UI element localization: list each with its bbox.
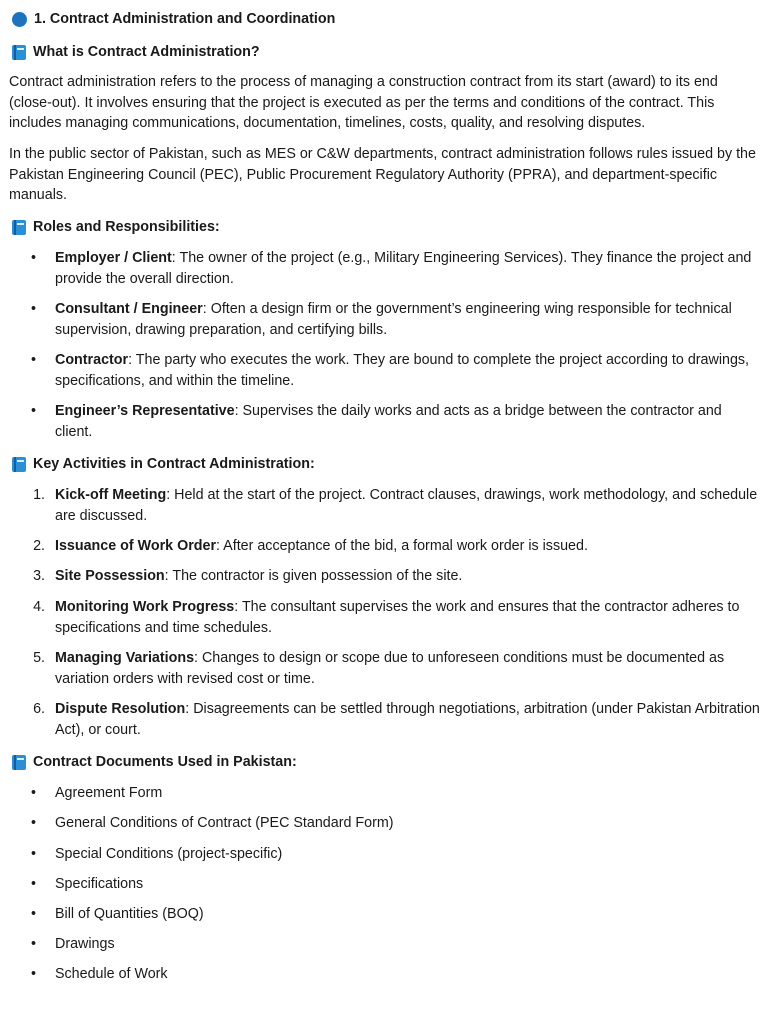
list-item: • Special Conditions (project-specific) — [31, 846, 283, 862]
roles-heading — [9, 217, 220, 238]
activities-heading-text: Key Activities in Contract Administration: — [33, 456, 315, 472]
roles-heading-text: Roles and Responsibilities: — [33, 219, 220, 235]
blue-book-icon — [12, 457, 26, 472]
list-item: • General Conditions of Contract (PEC Standard Form) — [31, 815, 394, 831]
role-term: Employer / Client — [55, 250, 172, 266]
role-text: : Often a design firm or the government’s engineering wing responsible for technical supervision, drawing preparation, and certifying bills. — [55, 301, 732, 338]
documents-heading-text: Contract Documents Used in Pakistan: — [33, 754, 297, 770]
blue-book-icon — [12, 45, 26, 60]
what-heading-text: What is Contract Administration? — [33, 44, 260, 60]
role-term: Contractor — [55, 352, 129, 368]
list-item: • Drawings — [31, 936, 115, 952]
list-item: • Employer / Client: The owner of the project (e.g., Military Engineering Services). They finance the project and provide the overall direction. — [31, 250, 752, 287]
list-item: • Contractor: The party who executes the work. They are bound to complete the project according to drawings, specifications, and within the timeline. — [31, 352, 750, 389]
what-heading — [9, 42, 260, 63]
role-term: Engineer’s Representative — [55, 403, 235, 419]
document-item: Drawings — [55, 936, 115, 952]
activity-term: Dispute Resolution — [55, 701, 186, 717]
section-title-text: 1. Contract Administration and Coordination — [34, 11, 336, 27]
list-item: • Specifications — [31, 876, 144, 892]
activities-heading — [9, 454, 315, 475]
activity-text: : The contractor is given possession of the site. — [164, 568, 463, 584]
activity-term: Monitoring Work Progress — [55, 599, 235, 615]
activity-text: : Disagreements can be settled through negotiations, arbitration (under Pakistan Arbitration Act), or court. — [55, 701, 760, 738]
activity-text: : Changes to design or scope due to unforeseen conditions must be documented as variation orders with revised cost or time. — [55, 650, 725, 687]
role-text: : The party who executes the work. They are bound to complete the project according to drawings, specifications, and within the timeline. — [55, 352, 750, 389]
list-item: 3. Site Possession: The contractor is given possession of the site. — [33, 568, 463, 584]
activity-text: : The consultant supervises the work and ensures that the contractor adheres to specifications and time schedules. — [55, 599, 740, 636]
list-item: • Bill of Quantities (BOQ) — [31, 906, 204, 922]
document-item: Bill of Quantities (BOQ) — [55, 906, 204, 922]
list-item: 5. Managing Variations: Changes to design or scope due to unforeseen conditions must be documented as variation orders with revised cost or time. — [33, 650, 725, 687]
list-item: • Agreement Form — [31, 785, 163, 801]
list-item: • Consultant / Engineer: Often a design firm or the government’s engineering wing responsible for technical supervision, drawing preparation, and certifying bills. — [31, 301, 732, 338]
list-item: • Schedule of Work — [31, 966, 168, 982]
list-item: • Engineer’s Representative: Supervises the daily works and acts as a bridge between the contractor and client. — [31, 403, 722, 440]
what-paragraph-2: In the public sector of Pakistan, such as MES or C&W departments, contract administration follows rules issued by the Pakistan Engineering Council (PEC), Public Procurement Regulatory Authority (PPRA), and department-specific manuals. — [9, 146, 756, 203]
role-term: Consultant / Engineer — [55, 301, 203, 317]
blue-book-icon — [12, 755, 26, 770]
what-paragraph-1: Contract administration refers to the process of managing a construction contract from its start (award) to its end (close-out). It involves ensuring that the project is executed as per the terms and conditions of the contract. This includes managing communications, documentation, timelines, costs, quality, and resolving disputes. — [9, 74, 718, 131]
activity-text: : Held at the start of the project. Contract clauses, drawings, work methodology, and schedule are discussed. — [55, 487, 758, 524]
activity-term: Issuance of Work Order — [55, 538, 217, 554]
document-item: Special Conditions (project-specific) — [55, 846, 283, 862]
document-item: Specifications — [55, 876, 144, 892]
activity-term: Managing Variations — [55, 650, 195, 666]
document-item: Agreement Form — [55, 785, 163, 801]
activity-term: Site Possession — [55, 568, 165, 584]
documents-heading — [9, 752, 297, 773]
document-item: General Conditions of Contract (PEC Standard Form) — [55, 815, 394, 831]
section-title — [9, 9, 335, 30]
activity-text: : After acceptance of the bid, a formal work order is issued. — [216, 538, 588, 554]
role-text: : Supervises the daily works and acts as a bridge between the contractor and client. — [55, 403, 722, 440]
blue-book-icon — [12, 220, 26, 235]
blue-circle-icon — [12, 12, 27, 27]
document-item: Schedule of Work — [55, 966, 168, 982]
role-text: : The owner of the project (e.g., Military Engineering Services). They finance the project and provide the overall direction. — [55, 250, 752, 287]
list-item: 4. Monitoring Work Progress: The consultant supervises the work and ensures that the contractor adheres to specifications and time schedules. — [33, 599, 740, 636]
list-item: 6. Dispute Resolution: Disagreements can be settled through negotiations, arbitration (under Pakistan Arbitration Act), or court. — [33, 701, 760, 738]
activity-term: Kick-off Meeting — [55, 487, 167, 503]
list-item: 1. Kick-off Meeting: Held at the start of the project. Contract clauses, drawings, work methodology, and schedule are discussed. — [33, 487, 758, 524]
list-item: 2. Issuance of Work Order: After acceptance of the bid, a formal work order is issued. — [33, 538, 588, 554]
